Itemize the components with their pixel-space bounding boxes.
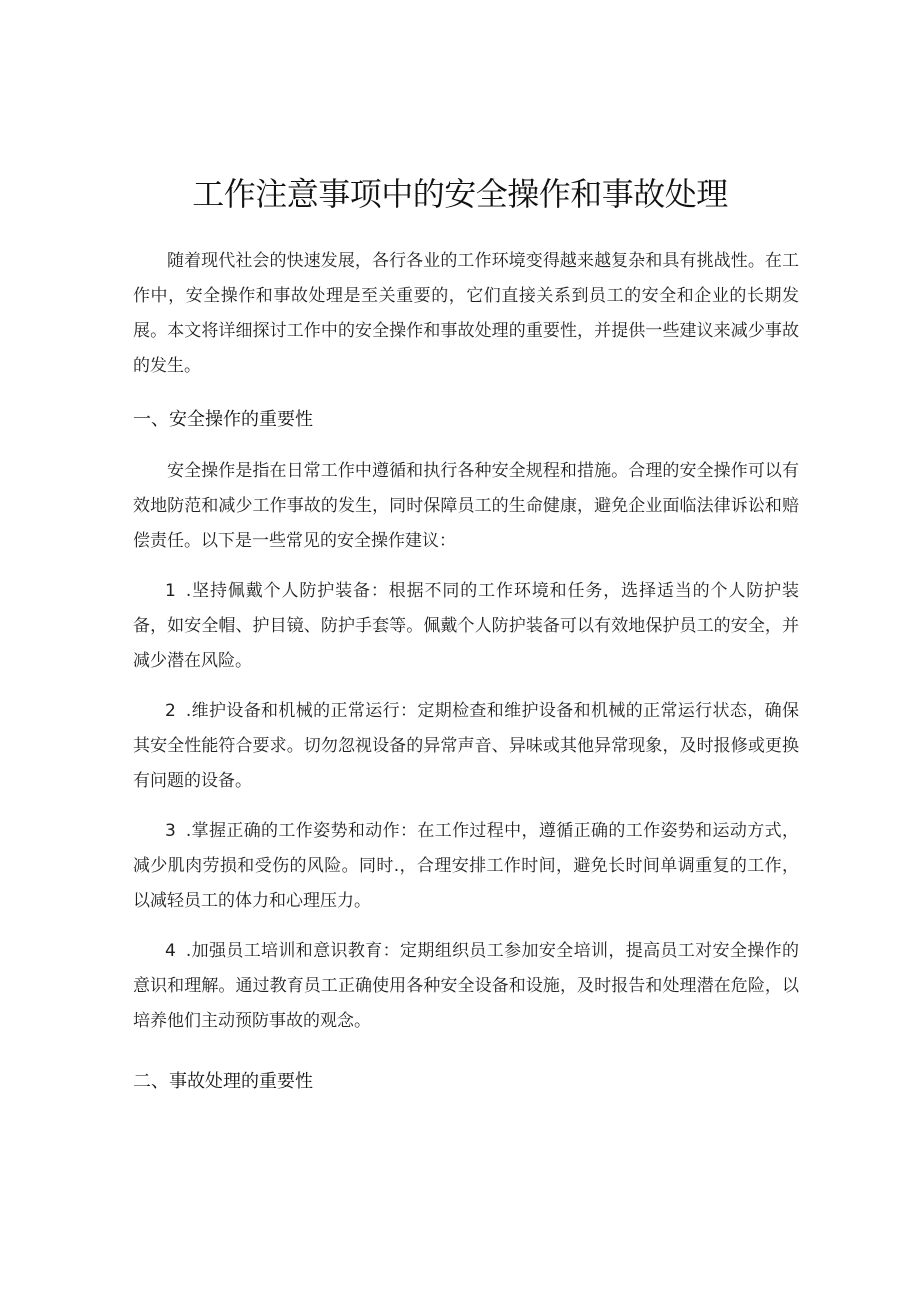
- section-1-heading: 一、安全操作的重要性: [133, 409, 313, 430]
- section-1-body: 安全操作是指在日常工作中遵循和执行各种安全规程和措施。合理的安全操作可以有效地防范和减少工作事故的发生，同时保障员工的生命健康，避免企业面临法律诉讼和赔偿责任。以下是一些常见的安全操作建议：: [133, 461, 799, 551]
- list-item-number: 1: [165, 581, 176, 601]
- list-item-number: 2: [165, 701, 176, 721]
- list-item: [133, 814, 799, 919]
- list-item: [133, 694, 799, 799]
- list-item-text: .维护设备和机械的正常运行：定期检查和维护设备和机械的正常运行状态，确保其安全性能符合要求。切勿忽视设备的异常声音、异味或其他异常现象，及时报修或更换有问题的设备。: [133, 701, 799, 791]
- list-item: [133, 934, 799, 1039]
- intro-paragraph: 随着现代社会的快速发展，各行各业的工作环境变得越来越复杂和具有挑战性。在工作中，安全操作和事故处理是至关重要的，它们直接关系到员工的安全和企业的长期发展。本文将详细探讨工作中的安全操作和事故处理的重要性，并提供一些建议来减少事故的发生。: [133, 251, 799, 376]
- document-title: 工作注意事项中的安全操作和事故处理: [192, 175, 728, 213]
- list-item-text: .掌握正确的工作姿势和动作：在工作过程中，遵循正确的工作姿势和运动方式，减少肌肉劳损和受伤的风险。同时.，合理安排工作时间，避免长时间单调重复的工作，以减轻员工的体力和心理压力。: [133, 821, 799, 911]
- section-2-heading: 二、事故处理的重要性: [133, 1071, 313, 1092]
- list-item-number: 4: [165, 941, 176, 961]
- list-item: [133, 574, 799, 679]
- list-item-text: .坚持佩戴个人防护装备：根据不同的工作环境和任务，选择适当的个人防护装备，如安全帽、护目镜、防护手套等。佩戴个人防护装备可以有效地保护员工的安全，并减少潜在风险。: [133, 581, 799, 671]
- list-item-text: .加强员工培训和意识教育：定期组织员工参加安全培训，提高员工对安全操作的意识和理解。通过教育员工正确使用各种安全设备和设施，及时报告和处理潜在危险，以培养他们主动预防事故的观念。: [133, 941, 799, 1031]
- list-item-number: 3: [165, 821, 176, 841]
